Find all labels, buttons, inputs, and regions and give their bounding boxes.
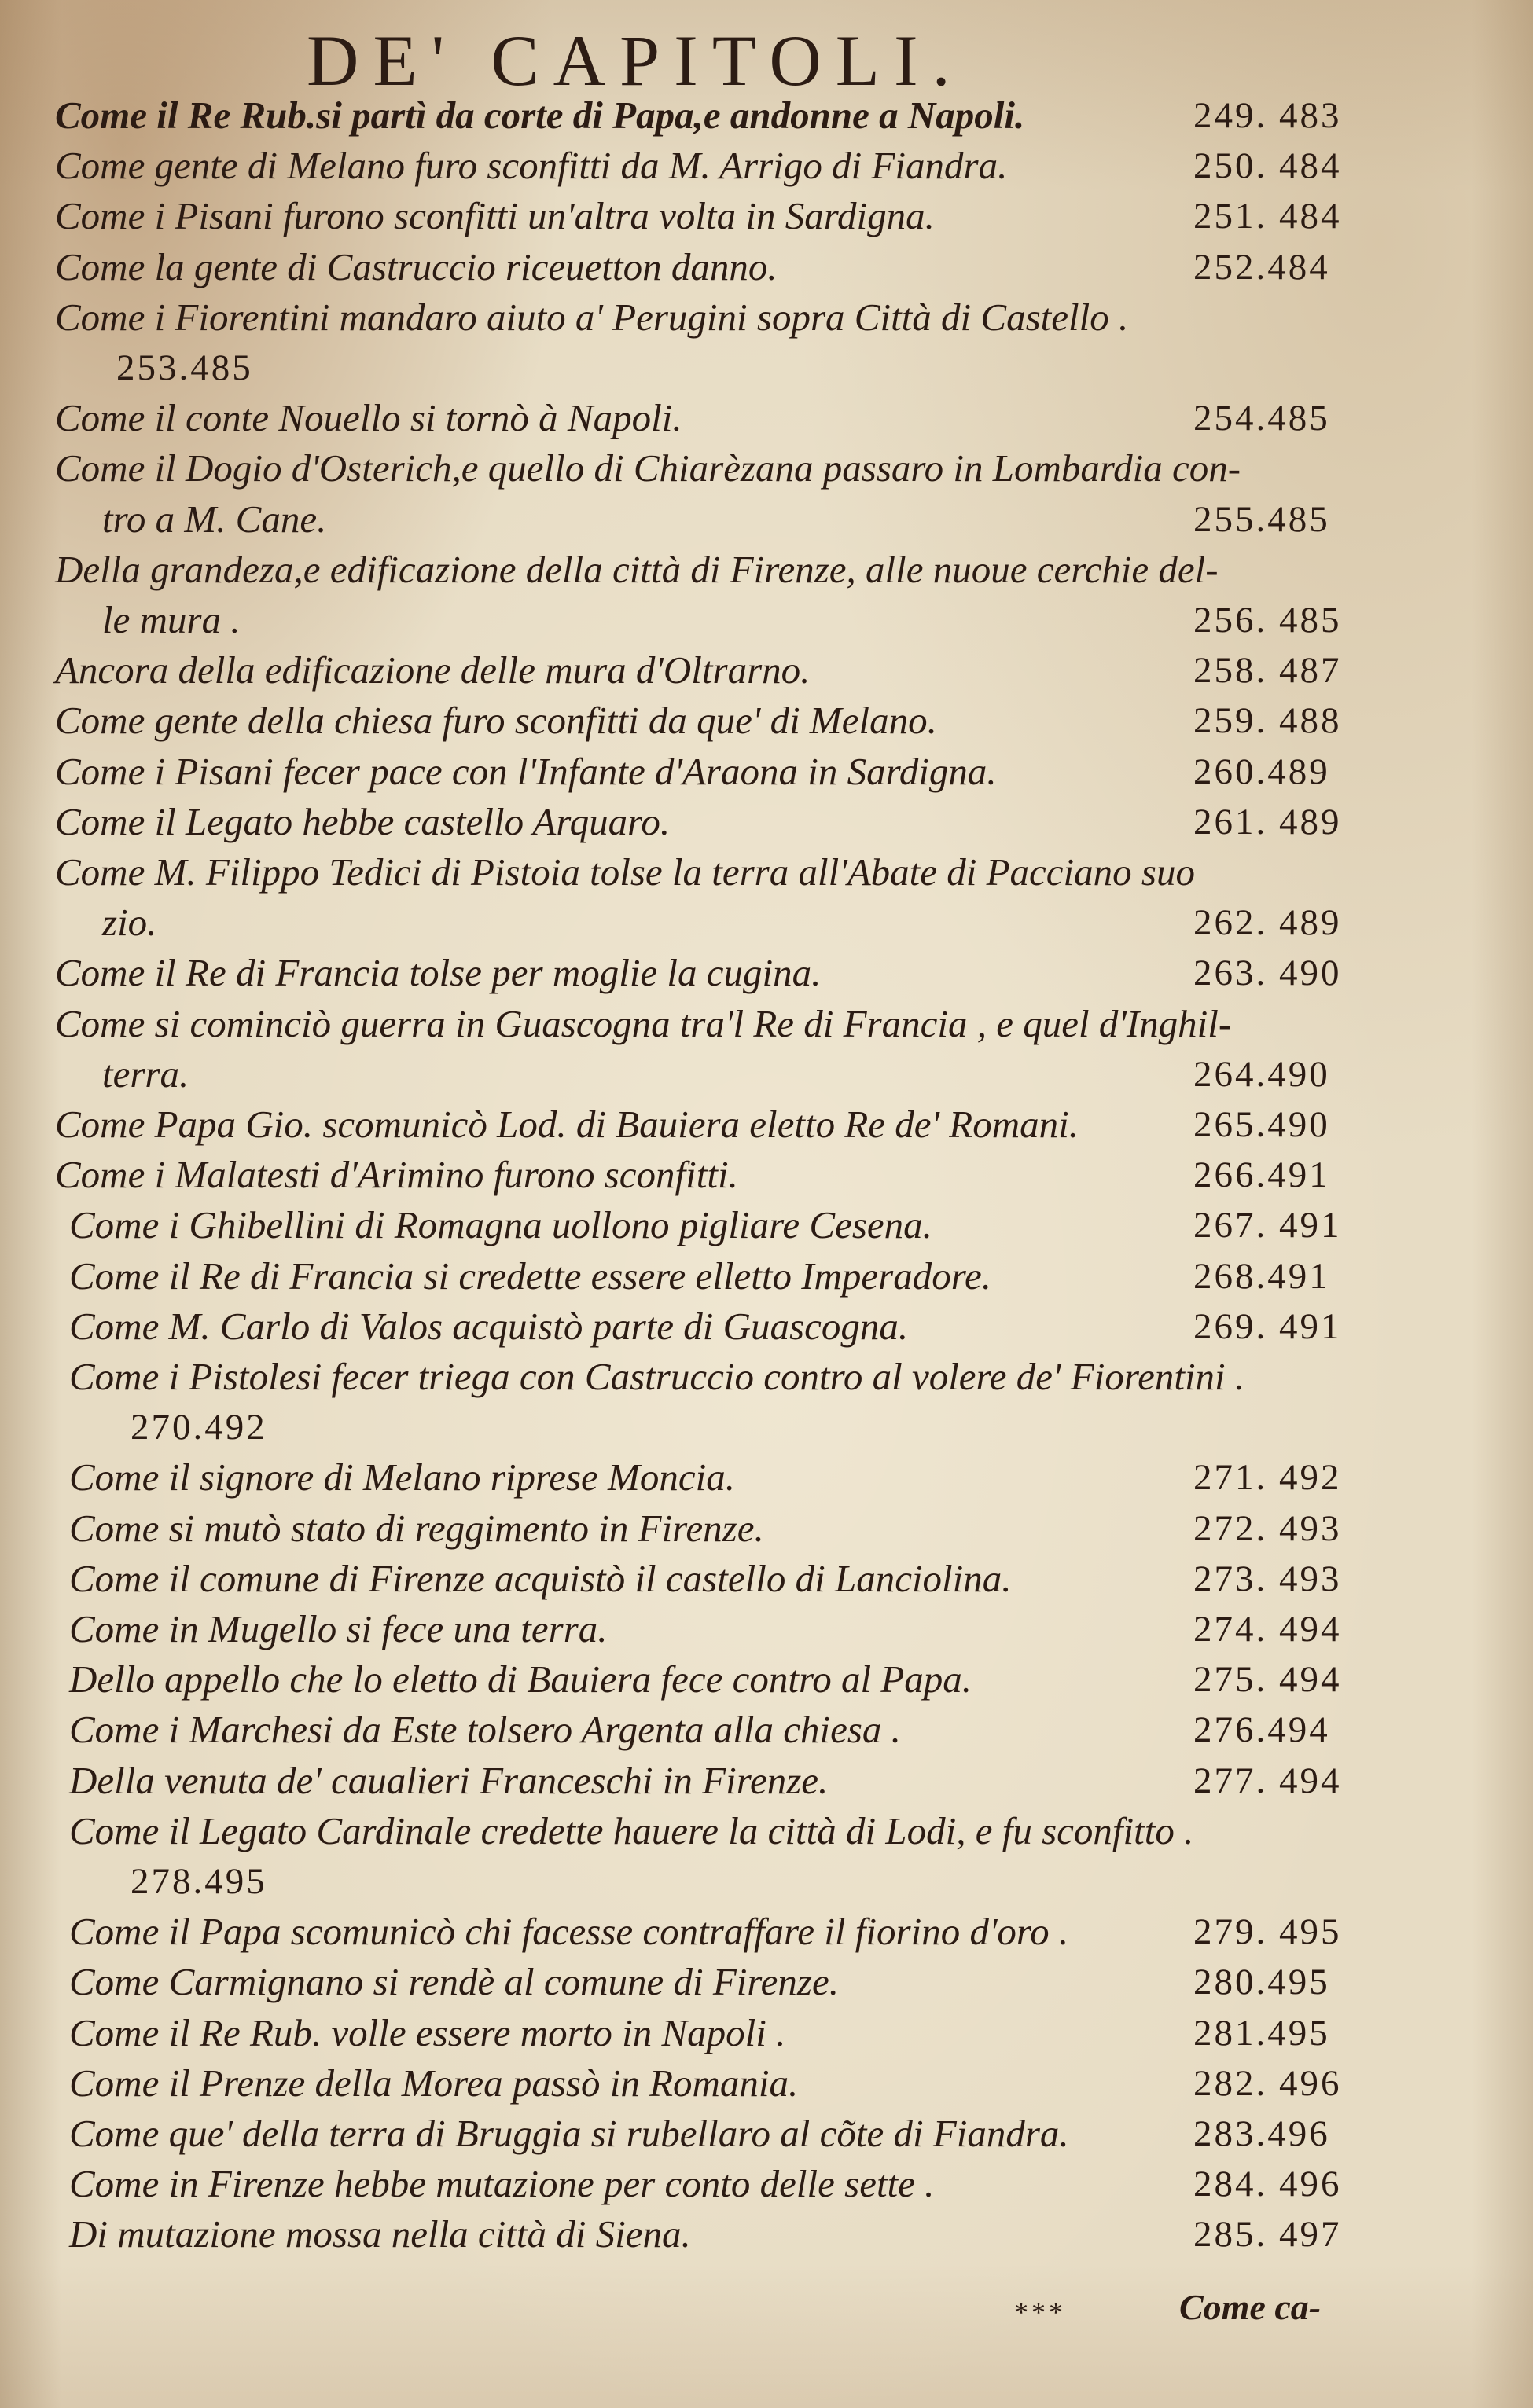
entry-continuation: zio.	[102, 901, 157, 945]
entry-title: Come il Prenze della Morea passò in Romania.	[69, 2061, 799, 2105]
entry-page-number: 249. 483	[1193, 95, 1342, 136]
entry-page-number: 279. 495	[1193, 1911, 1342, 1953]
signature-mark: ***	[1014, 2296, 1066, 2328]
entry-page-number: 272. 493	[1193, 1507, 1342, 1549]
entry-title: Come il Legato Cardinale credette hauere la città di Lodi, e fu sconfitto .	[69, 1808, 1194, 1852]
entry-page-number: 251. 484	[1193, 196, 1342, 237]
entry-page-number: 270.492	[131, 1407, 267, 1448]
entry-title: Come il Legato hebbe castello Arquaro.	[55, 799, 671, 843]
entry-page-number: 256. 485	[1193, 600, 1342, 641]
entry-title: Della venuta de' caualieri Franceschi in Firenze.	[69, 1758, 829, 1802]
entry-title: Come que' della terra di Bruggia si rubellaro al cõte di Fiandra.	[69, 2112, 1069, 2155]
entry-page-number: 273. 493	[1193, 1558, 1342, 1599]
entry-title: Come il Re Rub. volle essere morto in Napoli .	[69, 2010, 786, 2054]
entry-page-number: 282. 496	[1193, 2062, 1342, 2104]
entry-page-number: 262. 489	[1193, 902, 1342, 944]
entry-title: Di mutazione mossa nella città di Siena.	[69, 2212, 691, 2256]
entry-title: Come si cominciò guerra in Guascogna tra'l Re di Francia , e quel d'Inghil-	[55, 1001, 1232, 1045]
entry-title: Come i Marchesi da Este tolsero Argenta alla chiesa .	[69, 1708, 901, 1752]
entry-page-number: 276.494	[1193, 1709, 1330, 1751]
entry-page-number: 253.485	[116, 347, 253, 388]
catchword: Come ca-	[1179, 2287, 1322, 2327]
entry-title: Come il Re di Francia si credette essere elletto Imperadore.	[69, 1254, 991, 1298]
entry-page-number: 258. 487	[1193, 650, 1342, 692]
entry-page-number: 283.496	[1193, 2113, 1330, 2154]
entry-page-number: 265.490	[1193, 1104, 1330, 1145]
entry-title: Come in Mugello si fece una terra.	[69, 1607, 608, 1650]
entry-title: Come i Malatesti d'Arimino furono sconfitti.	[55, 1153, 738, 1197]
entry-title: Ancora della edificazione delle mura d'Oltrarno.	[55, 648, 811, 692]
entry-title: Come i Pisani fecer pace con l'Infante d'Araona in Sardigna.	[55, 749, 997, 793]
entry-page-number: 266.491	[1193, 1154, 1330, 1196]
entry-title: Della grandeza,e edificazione della città di Firenze, alle nuoue cerchie del-	[55, 547, 1219, 591]
entry-page-number: 269. 491	[1193, 1305, 1342, 1347]
entry-page-number: 259. 488	[1193, 700, 1342, 742]
entry-page-number: 261. 489	[1193, 801, 1342, 842]
entry-title: Come gente della chiesa furo sconfitti da que' di Melano.	[55, 699, 937, 743]
entry-continuation: le mura .	[102, 598, 241, 641]
entry-page-number: 268.491	[1193, 1255, 1330, 1297]
entry-title: Come il signore di Melano riprese Moncia.	[69, 1455, 735, 1499]
entry-page-number: 277. 494	[1193, 1760, 1342, 1801]
entry-title: Come la gente di Castruccio riceuetton danno.	[55, 244, 778, 288]
entry-title: Come il comune di Firenze acquistò il castello di Lanciolina.	[69, 1556, 1012, 1600]
entry-title: Come in Firenze hebbe mutazione per conto delle sette .	[69, 2162, 935, 2206]
entry-title: Come il conte Nouello si tornò à Napoli.	[55, 396, 682, 440]
entry-title: Come i Fiorentini mandaro aiuto a' Perugini sopra Città di Castello .	[55, 295, 1129, 339]
entry-page-number: 275. 494	[1193, 1659, 1342, 1701]
entry-continuation: tro a M. Cane.	[102, 497, 327, 541]
entry-page-number: 254.485	[1193, 398, 1330, 439]
entry-page-number: 274. 494	[1193, 1609, 1342, 1650]
entry-page-number: 250. 484	[1193, 145, 1342, 187]
entry-title: Come Papa Gio. scomunicò Lod. di Bauiera eletto Re de' Romani.	[55, 1103, 1079, 1146]
entry-title: Come M. Filippo Tedici di Pistoia tolse la terra all'Abate di Pacciano suo	[55, 850, 1195, 894]
entry-continuation: terra.	[102, 1052, 189, 1096]
entry-title: Come gente di Melano furo sconfitti da M. Arrigo di Fiandra.	[55, 144, 1008, 188]
entry-title: Come i Ghibellini di Romagna uollono pigliare Cesena.	[69, 1203, 932, 1247]
entry-title: Come i Pistolesi fecer triega con Castruccio contro al volere de' Fiorentini .	[69, 1355, 1245, 1398]
entry-page-number: 252.484	[1193, 246, 1330, 288]
entry-page-number: 255.485	[1193, 498, 1330, 540]
entry-page-number: 281.495	[1193, 2012, 1330, 2054]
entry-page-number: 285. 497	[1193, 2214, 1342, 2256]
entry-title: Come il Re Rub.si partì da corte di Papa,e andonne a Napoli.	[55, 94, 1025, 137]
entry-title: Come si mutò stato di reggimento in Firenze.	[69, 1506, 764, 1550]
entry-title: Come i Pisani furono sconfitti un'altra volta in Sardigna.	[55, 194, 935, 238]
page-heading: DE' CAPITOLI.	[307, 20, 965, 101]
entry-title: Come il Re di Francia tolse per moglie la cugina.	[55, 951, 822, 995]
entry-page-number: 263. 490	[1193, 953, 1342, 994]
entry-title: Come M. Carlo di Valos acquistò parte di Guascogna.	[69, 1304, 909, 1348]
entry-page-number: 267. 491	[1193, 1205, 1342, 1246]
entry-page-number: 260.489	[1193, 751, 1330, 792]
entry-page-number: 284. 496	[1193, 2164, 1342, 2205]
entry-title: Come il Papa scomunicò chi facesse contraffare il fiorino d'oro .	[69, 1910, 1069, 1954]
entry-title: Come il Dogio d'Osterich,e quello di Chiarèzana passaro in Lombardia con-	[55, 446, 1241, 490]
entry-page-number: 280.495	[1193, 1962, 1330, 2003]
entry-page-number: 278.495	[131, 1861, 267, 1902]
entry-title: Dello appello che lo eletto di Bauiera fece contro al Papa.	[69, 1657, 972, 1701]
entry-page-number: 264.490	[1193, 1053, 1330, 1095]
entry-page-number: 271. 492	[1193, 1457, 1342, 1499]
entry-title: Come Carmignano si rendè al comune di Firenze.	[69, 1960, 839, 2004]
